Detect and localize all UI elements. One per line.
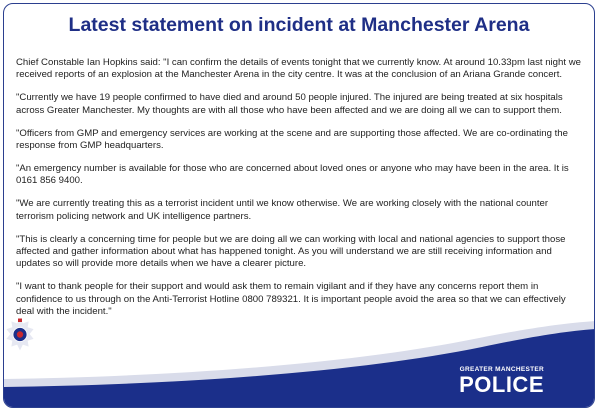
brand-name: POLICE [459, 372, 544, 397]
paragraph-6: "This is clearly a concerning time for people but we are doing all we can working with local and national agencies to support those affected and gather information about what has happened tonight. As you will understand we are still receiving information and updates so will provide more details when we have a clearer picture. [16, 233, 566, 270]
statement-title: Latest statement on incident at Manchester Arena [68, 14, 530, 36]
police-brand [459, 366, 544, 396]
statement-body [16, 57, 584, 329]
paragraph-7: "I want to thank people for their support and would ask them to remain vigilant and if they have any concerns report them in confidence to us through on the Anti-Terrorist Hotline 0800 789321. It is important people avoid the area so that we can effectively deal with the incident." [16, 281, 566, 318]
paragraph-2: "Currently we have 19 people confirmed to have died and around 50 people injured. The injured are being treated at six hospitals across Greater Manchester. My thoughts are with all those who have been affected and we are doing all we can to support them. [16, 92, 563, 116]
statement-card [3, 3, 595, 408]
police-crest-icon [4, 317, 36, 353]
paragraph-5: "We are currently treating this as a terrorist incident until we know otherwise. We are working closely with the national counter terrorism policing network and UK intelligence partners. [16, 198, 549, 222]
footer-band [4, 317, 594, 407]
paragraph-1: Chief Constable Ian Hopkins said: "I can confirm the details of events tonight that we currently know. At around 10.33pm last night we received reports of an explosion at the Manchester Arena in the city centre. It was at the conclusion of an Ariana Grande concert. [16, 57, 581, 81]
brand-subtitle: GREATER MANCHESTER [459, 366, 544, 373]
paragraph-3: "Officers from GMP and emergency services are working at the scene and are supporting those affected. We are co-ordinating the response from GMP headquarters. [16, 127, 568, 152]
paragraph-4: "An emergency number is available for those who are concerned about loved ones or anyone who may have been in the area. It is 0161 856 9400. [16, 162, 569, 187]
